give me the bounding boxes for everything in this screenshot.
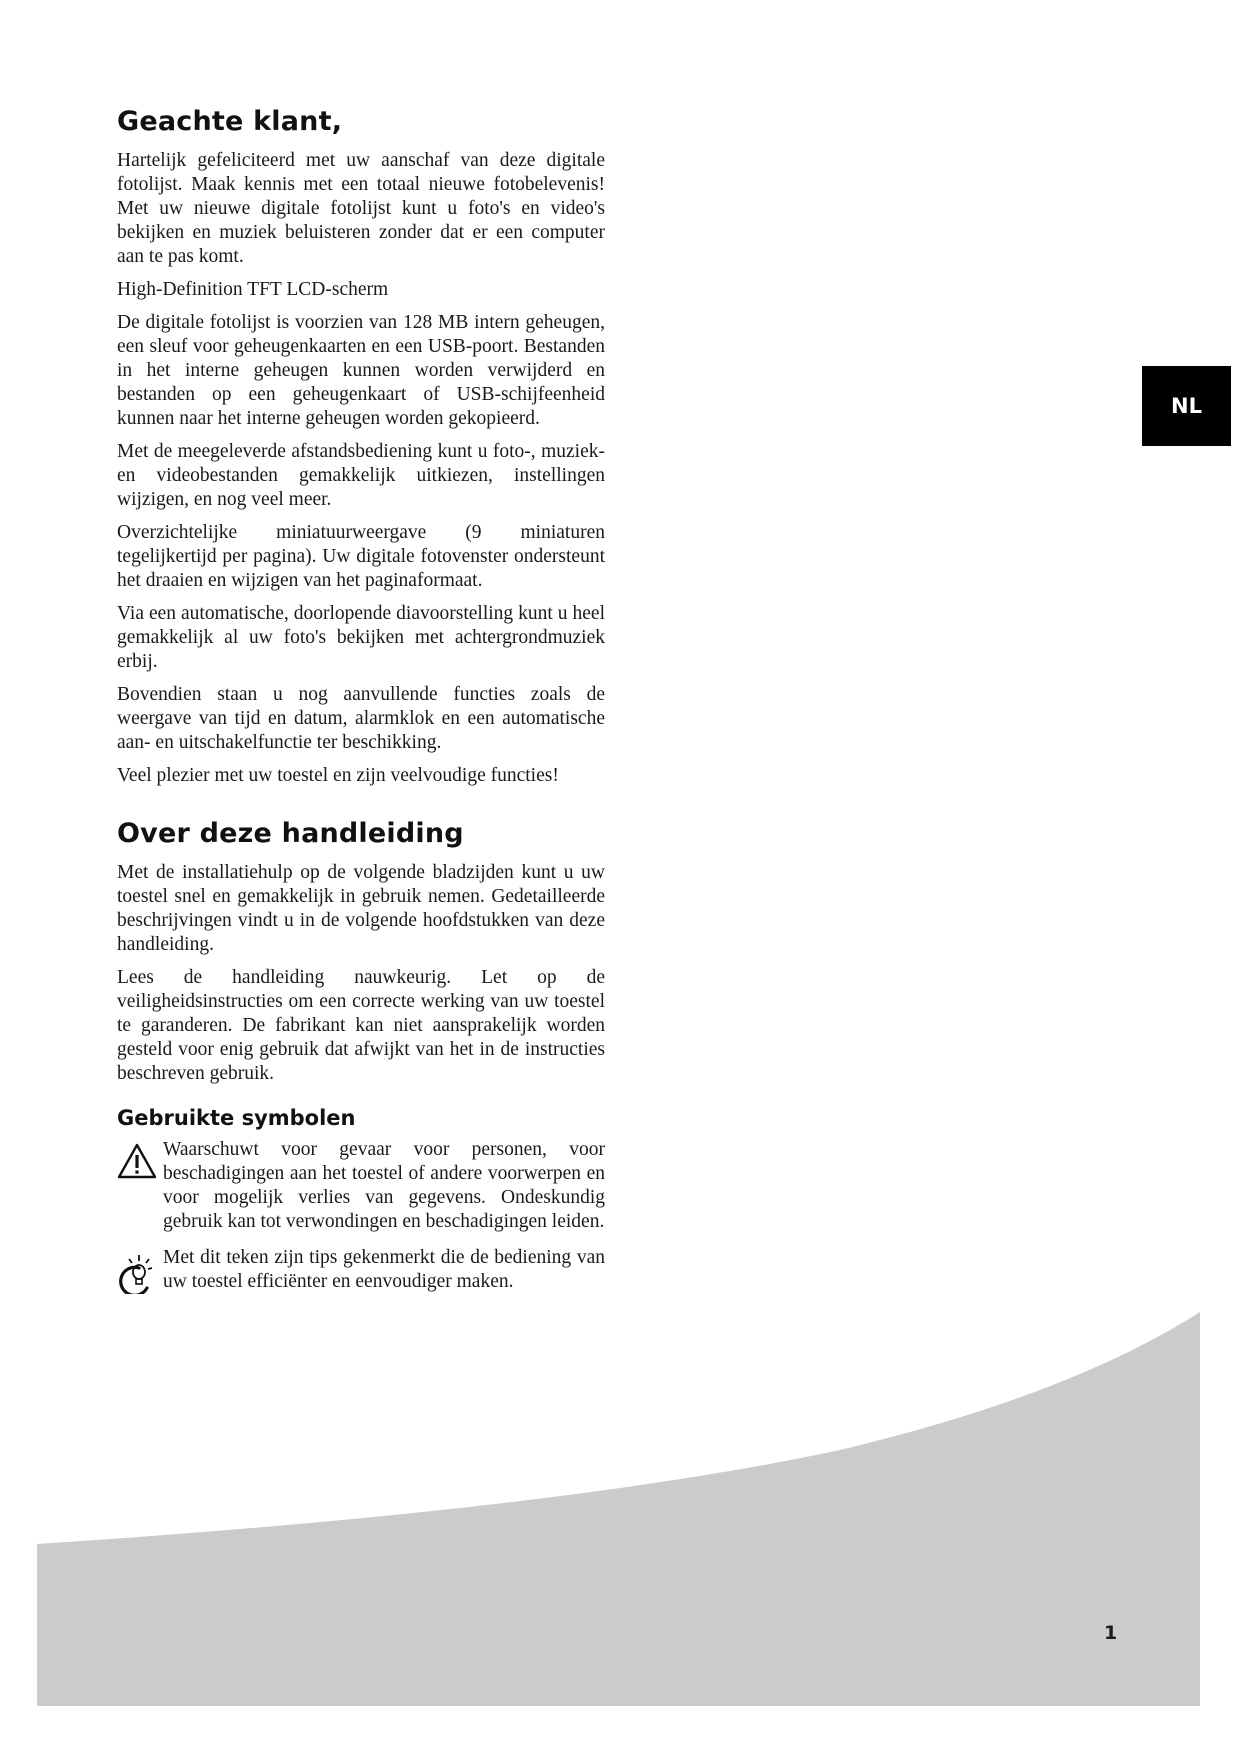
warning-triangle-icon <box>117 1138 163 1185</box>
paragraph: Lees de handleiding nauwkeurig. Let op de veiligheidsinstructies om een correcte werking van uw toestel te garanderen. De fabrikant kan niet aansprakelijk worden gesteld voor enig gebruik dat afwijkt van het in de instructies beschreven gebruik. <box>117 967 605 1084</box>
page-number: 1 <box>1104 1622 1118 1644</box>
lightbulb-tip-icon <box>117 1246 163 1299</box>
paragraph: De digitale fotolijst is voorzien van 128 MB intern geheugen, een sleuf voor geheugenkaarten en een USB-poort. Bestanden in het interne geheugen kunnen worden verwijderd en bestanden op een geheugenkaart of USB-schijfeenheid kunnen naar het interne geheugen worden gekopieerd. <box>117 312 605 429</box>
language-tab: NL <box>1142 366 1231 446</box>
paragraph: High-Definition TFT LCD-scherm <box>117 279 389 300</box>
subsection-title-gebruikte-symbolen: Gebruikte symbolen <box>117 1106 356 1130</box>
paragraph: Bovendien staan u nog aanvullende functies zoals de weergave van tijd en datum, alarmklok en een automatische aan- en uitschakelfunctie ter beschikking. <box>117 684 605 753</box>
paragraph: Veel plezier met uw toestel en zijn veelvoudige functies! <box>117 765 559 786</box>
paragraph: Via een automatische, doorlopende diavoorstelling kunt u heel gemakkelijk al uw foto's bekijken met achtergrondmuziek erbij. <box>117 603 605 672</box>
warning-description: Waarschuwt voor gevaar voor personen, voor beschadigingen aan het toestel of andere voorwerpen en voor mogelijk verlies van gegevens. Ondeskundig gebruik kan tot verwondingen en beschadigingen leiden. <box>163 1139 605 1232</box>
paragraph: Overzichtelijke miniatuurweergave (9 miniaturen tegelijkertijd per pagina). Uw digitale fotovenster ondersteunt het draaien en wijzigen van het paginaformaat. <box>117 522 605 591</box>
paragraph: Hartelijk gefeliciteerd met uw aanschaf van deze digitale fotolijst. Maak kennis met een totaal nieuwe fotobelevenis! Met uw nieuwe digitale fotolijst kunt u foto's en video's bekijken en muziek beluisteren zonder dat er een computer aan te pas komt. <box>117 150 605 267</box>
section-title-geachte-klant: Geachte klant, <box>117 106 343 137</box>
warning-symbol-row <box>117 1138 605 1234</box>
paragraph: Met de installatiehulp op de volgende bladzijden kunt u uw toestel snel en gemakkelijk in gebruik nemen. Gedetailleerde beschrijvingen vindt u in de volgende hoofdstukken van deze handleiding. <box>117 862 605 955</box>
tip-description: Met dit teken zijn tips gekenmerkt die de bediening van uw toestel efficiënter en eenvoudiger maken. <box>163 1247 605 1292</box>
tip-symbol-row <box>117 1246 605 1299</box>
main-content <box>117 100 605 1311</box>
section-title-over-deze-handleiding: Over deze handleiding <box>117 818 464 849</box>
paragraph: Met de meegeleverde afstandsbediening kunt u foto-, muziek- en videobestanden gemakkelijk uitkiezen, instellingen wijzigen, en nog veel meer. <box>117 441 605 510</box>
